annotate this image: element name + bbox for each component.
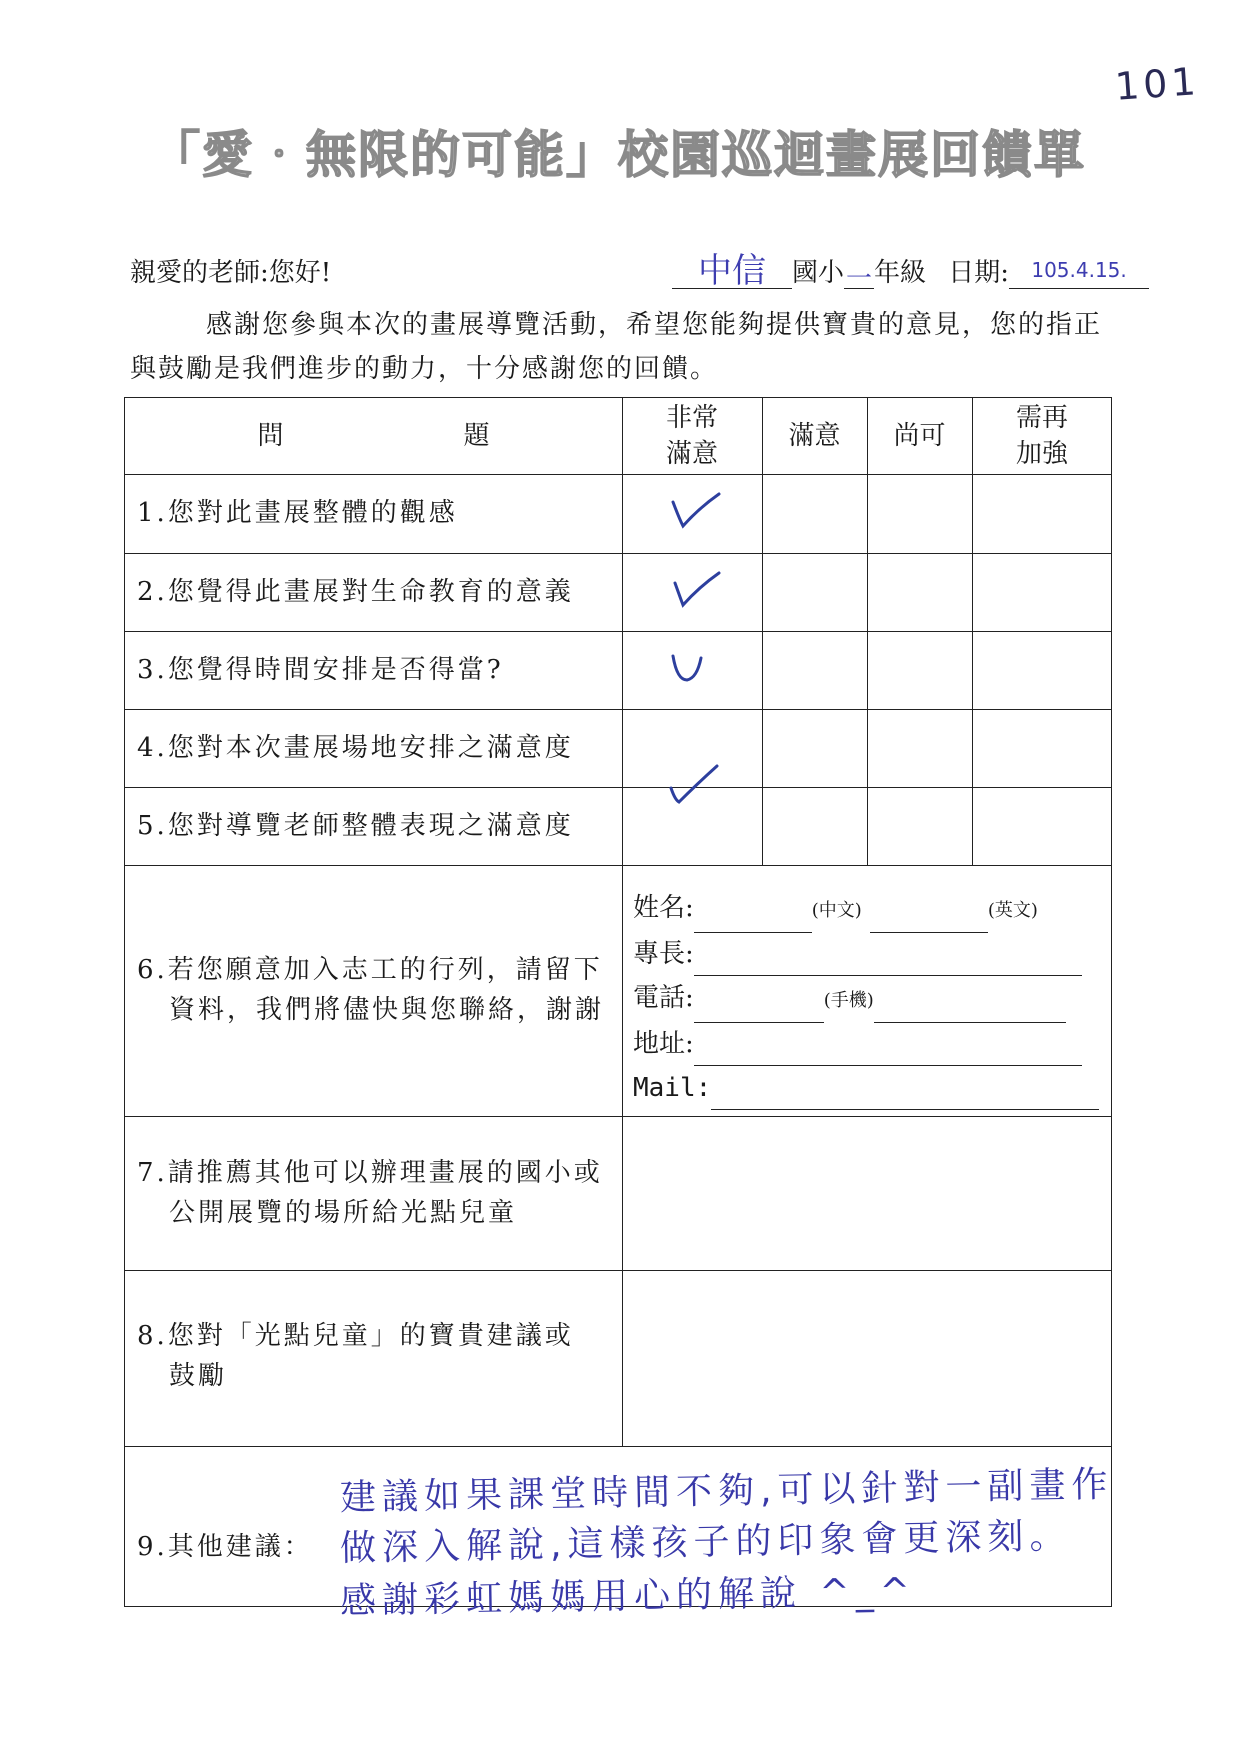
phone-field[interactable] (694, 992, 824, 1023)
acceptable-header: 尚可 (893, 421, 946, 451)
chinese-note: (中文) (811, 900, 862, 921)
question-2: 2.您覺得此畫展對生命教育的意義 (137, 577, 574, 607)
check-mark-icon[interactable] (665, 488, 735, 538)
specialty-label: 專長: (633, 939, 694, 969)
feedback-table (124, 397, 1114, 1623)
mail-row (633, 1066, 1099, 1110)
specialty-field[interactable] (694, 945, 1082, 976)
question-8-line-1: 8.您對「光點兒童」的寶貴建議或 (137, 1321, 574, 1351)
name-english-field[interactable] (870, 902, 988, 933)
intro-text: 感謝您參與本次的畫展導覽活動，希望您能夠提供寶貴的意見，您的指正與鼓勵是我們進步的動力，十分感謝您的回饋。 (130, 310, 1103, 384)
very-satisfied-header: 非常 滿意 (665, 403, 718, 469)
school-info-line (672, 251, 1162, 294)
question-3: 3.您覺得時間安排是否得當? (137, 655, 504, 685)
column-divider (622, 398, 623, 1446)
address-row (633, 1022, 1082, 1066)
mail-field[interactable] (711, 1079, 1099, 1110)
row-divider (125, 787, 1111, 788)
question-8 (137, 1316, 737, 1396)
name-label: 姓名: (633, 893, 694, 923)
name-row (633, 886, 1038, 933)
row-divider (125, 709, 1111, 710)
check-mark-icon[interactable] (665, 567, 735, 617)
grade-field[interactable]: 一 (844, 258, 874, 289)
form-title: 「愛‧無限的可能」校園巡迴畫展回饋單 (150, 125, 1086, 184)
row-divider (125, 474, 1111, 475)
greeting: 親愛的老師:您好! (130, 258, 332, 288)
mobile-field[interactable] (874, 992, 1066, 1023)
date-label: 日期: (948, 258, 1010, 288)
phone-row (633, 976, 1066, 1023)
question-5: 5.您對導覽老師整體表現之滿意度 (137, 811, 574, 841)
row-divider (125, 865, 1111, 866)
date-field[interactable]: 105.4.15. (1009, 258, 1149, 289)
school-suffix: 國小 (792, 258, 845, 288)
address-label: 地址: (633, 1029, 694, 1059)
school-field[interactable]: 中信 (672, 258, 792, 289)
question-7 (137, 1153, 737, 1233)
row-divider (125, 1116, 1111, 1117)
question-header (125, 398, 622, 474)
row-divider (125, 631, 1111, 632)
grade-suffix: 年級 (874, 258, 927, 288)
other-suggestion-line-1[interactable]: 建議如果課堂時間不夠,可以針對一副畫作 (339, 1464, 1114, 1519)
question-8-line-2: 鼓勵 (169, 1361, 228, 1391)
mail-label: Mail: (633, 1073, 712, 1103)
question-4: 4.您對本次畫展場地安排之滿意度 (137, 733, 574, 763)
phone-label: 電話: (633, 983, 694, 1013)
question-header-a: 問 (257, 421, 284, 451)
question-7-line-1: 7.請推薦其他可以辦理畫展的國小或 (137, 1158, 603, 1188)
question-header-b: 題 (463, 421, 490, 451)
specialty-row (633, 932, 1082, 976)
other-suggestion-line-3[interactable]: 感謝彩虹媽媽用心的解說 ^_^ (339, 1570, 917, 1623)
needs-improvement-header: 需再 加強 (1015, 403, 1068, 469)
english-note: (英文) (987, 900, 1038, 921)
question-1: 1.您對此畫展整體的觀感 (137, 498, 458, 528)
row-divider (125, 1270, 1111, 1271)
name-chinese-field[interactable] (694, 902, 812, 933)
check-mark-icon[interactable] (665, 644, 735, 694)
question-7-line-2: 公開展覽的場所給光點兒童 (169, 1198, 518, 1228)
row-divider (125, 553, 1111, 554)
row-divider (125, 1446, 1111, 1447)
question-6-line-2: 資料，我們將儘快與您聯絡，謝謝 (169, 995, 605, 1025)
other-suggestion-line-2[interactable]: 做深入解說,這樣孩子的印象會更深刻。 (339, 1515, 1072, 1570)
question-9-label: 9.其他建議： (137, 1532, 313, 1562)
address-field[interactable] (694, 1035, 1082, 1066)
satisfied-header: 滿意 (788, 421, 841, 451)
mobile-note: (手機) (823, 990, 874, 1011)
page-number: 101 (1113, 59, 1201, 109)
check-mark-icon[interactable] (665, 762, 735, 812)
question-6-line-1: 6.若您願意加入志工的行列，請留下 (137, 955, 603, 985)
